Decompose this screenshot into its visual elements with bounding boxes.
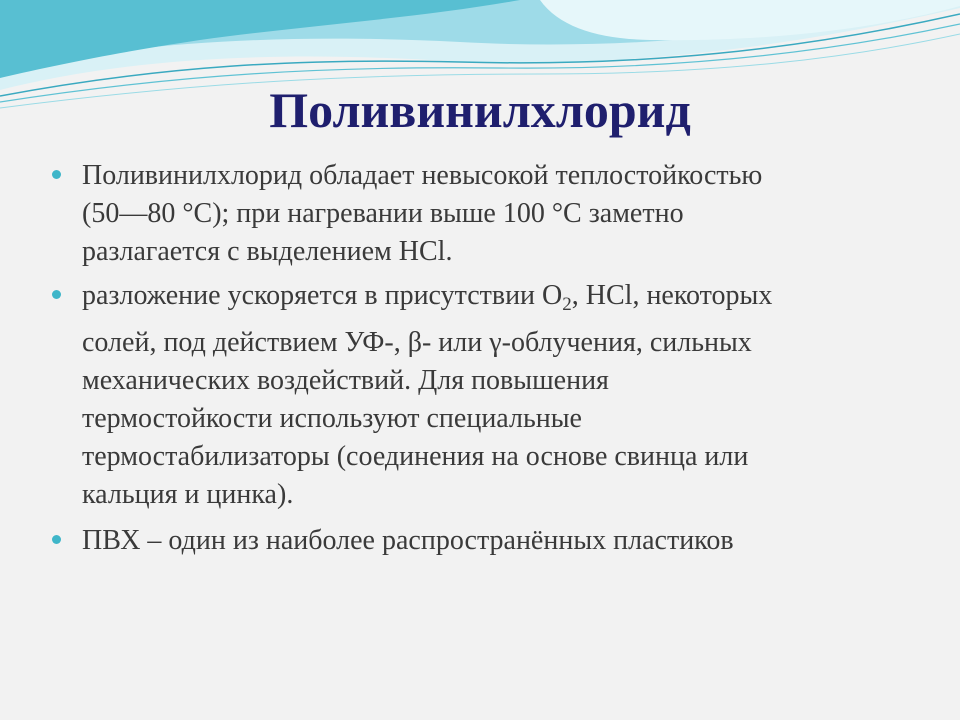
bullet-text-line: (50—80 °С); при нагревании выше 100 °С заметно xyxy=(82,198,684,229)
bullet-item xyxy=(52,522,902,560)
bullet-item xyxy=(52,157,902,271)
bullet-text-line: термостабилизаторы (соединения на основе свинца или xyxy=(82,441,749,472)
bullet-dot-icon xyxy=(52,290,61,299)
slide-title: Поливинилхлорид xyxy=(269,82,691,138)
bullet-text-line: механических воздействий. Для повышения xyxy=(82,365,609,396)
bullet-dot-icon xyxy=(52,535,61,544)
bullet-list xyxy=(52,157,902,568)
bullet-text-segment: разложение ускоряется в присутствии O xyxy=(82,280,563,311)
bullet-text-line: термостойкости используют специальные xyxy=(82,403,582,434)
bullet-text-line: кальция и цинка). xyxy=(82,479,294,510)
bullet-text-line: разлагается с выделением HCl. xyxy=(82,236,453,267)
bullet-text-line: Поливинилхлорид обладает невысокой теплостойкостью xyxy=(82,160,763,191)
wave-light-band xyxy=(540,0,960,40)
bullet-dot-icon xyxy=(52,170,61,179)
bullet-text-line: солей, под действием УФ-, β- или γ-облучения, сильных xyxy=(82,327,752,358)
bullet-text-line xyxy=(82,277,902,324)
bullet-item xyxy=(52,277,902,514)
bullet-text-segment: , HCl, некоторых xyxy=(571,280,773,311)
bullet-text-line: ПВХ – один из наиболее распространённых пластиков xyxy=(82,525,734,556)
subscript-text: 2 xyxy=(562,294,572,315)
